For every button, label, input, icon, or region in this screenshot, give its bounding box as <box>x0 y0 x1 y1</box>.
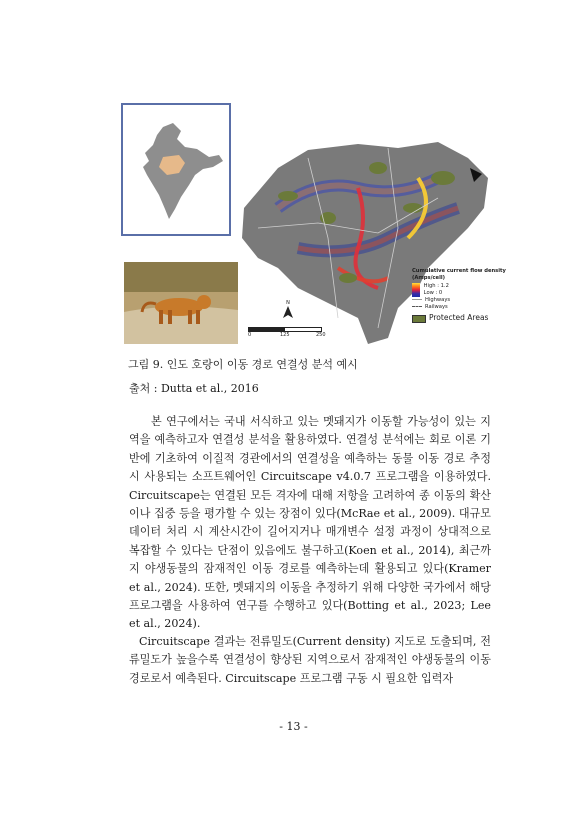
map-legend <box>412 268 508 323</box>
north-arrow-icon <box>283 306 293 318</box>
scale-tick-0: 0 <box>248 332 252 338</box>
india-inset-map <box>121 103 231 236</box>
paragraph-1: 본 연구에서는 국내 서식하고 있는 멧돼지가 이동할 가능성이 있는 지역을 예측하고자 연결성 분석을 활용하였다. 연결성 분석에는 회로 이론 기반에 기초하여 이질적 경관에서의 연결성을 예측하는 동물 이동 경로 추정 시 사용되는 소프트웨어인 Circuitscape v4.0.7 프로그램을 이용하였다. Circuitscape는 연결된 모든 격자에 대해 저항을 고려하여 종 이동의 확산이나 집중 등을 평가할 수 있는 장점이 있다(McRae et al., 2009). 대규모 데이터 처리 시 계산시간이 길어지거나 매개변수 설정 과정이 상대적으로 복잡할 수 있다는 단점이 있음에도 불구하고(Koen et al., 2014), 최근까지 야생동물의 잠재적인 이동 경로를 예측하는데 활용되고 있다(Kramer et al., 2024). 또한, 멧돼지의 이동을 추정하기 위해 다양한 국가에서 해당 프로그램을 사용하여 연구를 수행하고 있다(Botting et al., 2023; Lee et al., 2024). <box>129 415 491 631</box>
scale-tick-125: 125 <box>280 332 290 338</box>
color-ramp-icon <box>412 283 420 297</box>
tiger-photo <box>124 262 238 344</box>
legend-railways: Railways <box>425 304 448 310</box>
page-number: - 13 - <box>279 720 308 733</box>
legend-low: Low : 0 <box>423 290 443 296</box>
figure-source: 출처 : Dutta et al., 2016 <box>129 382 259 395</box>
protected-area-swatch <box>412 315 426 323</box>
paragraph-2: Circuitscape 결과는 전류밀도(Current density) 지도로 도출되며, 전류밀도가 높을수록 연결성이 향상된 지역으로서 잠재적인 야생동물의 이동 경로로서 예측된다. Circuitscape 프로그램 구동 시 필요한 입력자 <box>129 635 491 685</box>
india-outline-icon <box>123 105 229 234</box>
legend-protected-areas: Protected Areas <box>429 313 489 322</box>
north-label: N <box>286 300 290 306</box>
legend-high: High : 1.2 <box>423 283 449 289</box>
scale-tick-250: 250 <box>316 332 326 338</box>
scale-bar <box>248 327 328 339</box>
legend-title: Cumulative current flow density (Amps/cell) <box>412 268 506 281</box>
legend-highways: Highways <box>425 297 451 303</box>
figure-caption: 그림 9. 인도 호랑이 이동 경로 연결성 분석 예시 <box>128 358 358 371</box>
north-arrow <box>283 300 293 320</box>
